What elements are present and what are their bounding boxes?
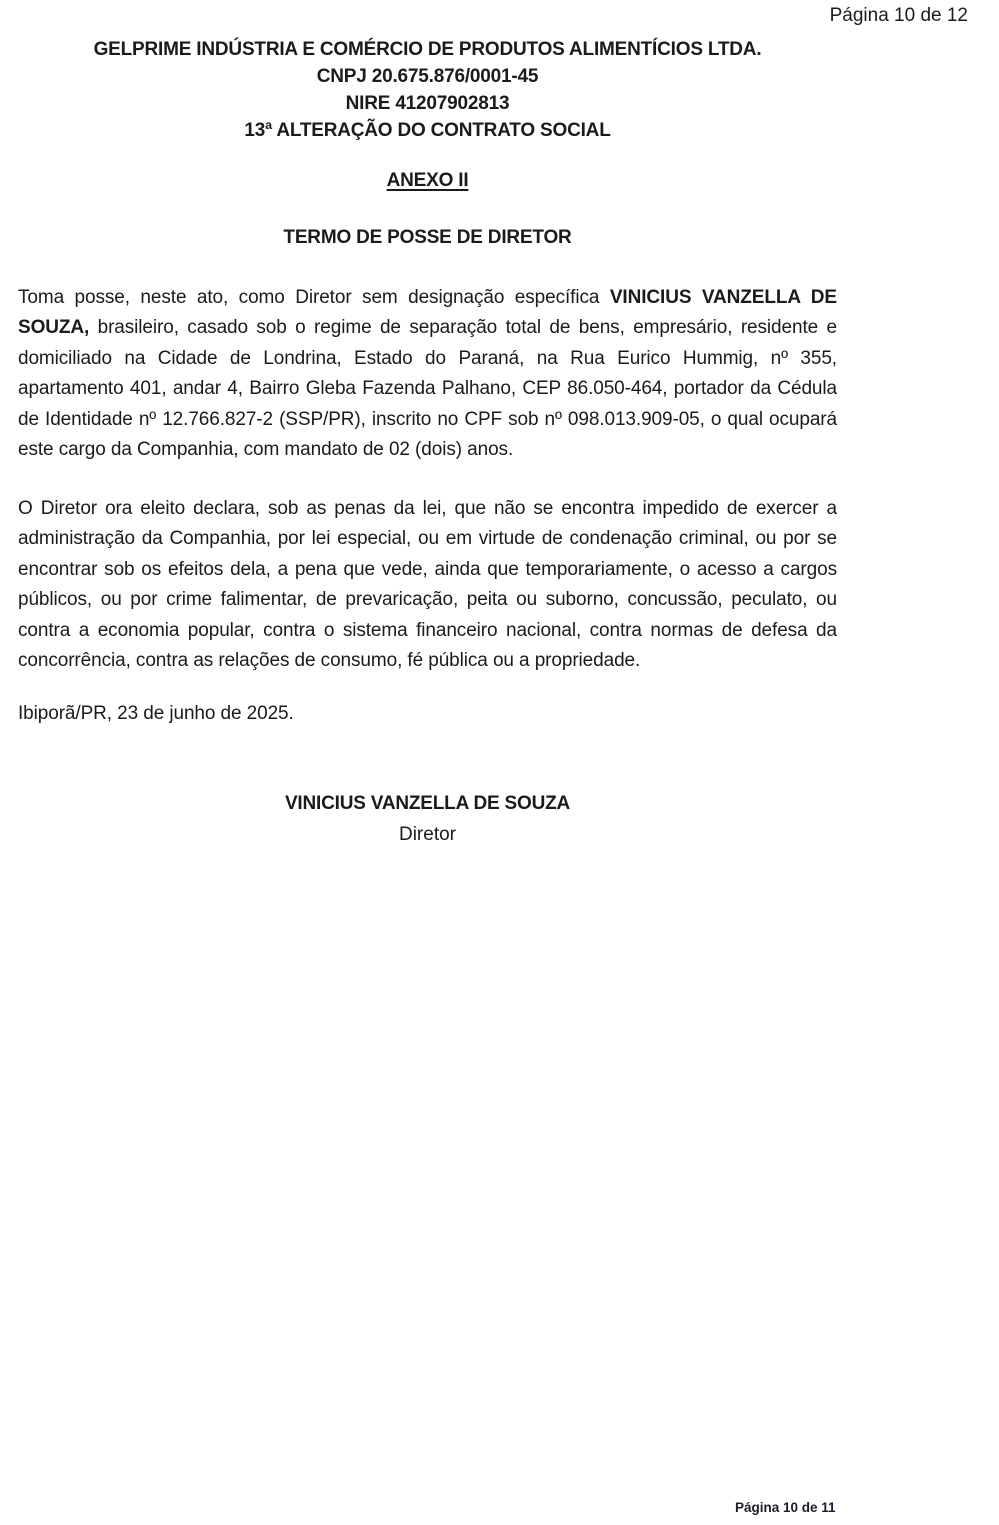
signature-block	[18, 793, 837, 846]
dateline: Ibiporã/PR, 23 de junho de 2025.	[18, 703, 294, 724]
document-header	[18, 36, 837, 144]
company-nire: NIRE 41207902813	[345, 93, 510, 114]
document-title: TERMO DE POSSE DE DIRETOR	[283, 227, 572, 248]
signature-name: VINICIUS VANZELLA DE SOUZA	[284, 793, 571, 814]
company-cnpj: CNPJ 20.675.876/0001-45	[316, 66, 539, 87]
paragraph1-before: Toma posse, neste ato, como Diretor sem designação específica	[18, 287, 610, 308]
amendment-title: 13ª ALTERAÇÃO DO CONTRATO SOCIAL	[244, 120, 611, 141]
paragraph1-after: brasileiro, casado sob o regime de separação total de bens, empresário, residente e domiciliado na Cidade de Londrina, Estado do Paraná, na Rua Eurico Hummig, nº 355, apartamento 401, andar 4, Bairro Gleba Fazenda Palhano, CEP 86.050-464, portador da Cédula de Identidade nº 12.766.827-2 (SSP/PR), inscrito no CPF sob nº 098.013.909-05, o qual ocupará este cargo da Companhia, com mandato de 02 (dois) anos.	[18, 317, 837, 461]
signature-role: Diretor	[398, 824, 456, 845]
company-name: GELPRIME INDÚSTRIA E COMÉRCIO DE PRODUTOS ALIMENTÍCIOS LTDA.	[93, 39, 762, 60]
annex-title	[18, 170, 837, 192]
paragraph-declaration: O Diretor ora eleito declara, sob as penas da lei, que não se encontra impedido de exercer a administração da Companhia, por lei especial, ou em virtude de condenação criminal, ou por se encontrar sob os efeitos dela, a pena que vede, ainda que temporariamente, o acesso a cargos públicos, ou por crime falimentar, de prevaricação, peita ou suborno, concussão, peculato, ou contra a economia popular, contra o sistema financeiro nacional, contra normas de defesa da concorrência, contra as relações de consumo, fé pública ou a propriedade.	[18, 498, 837, 672]
annex-title-text: ANEXO II	[386, 170, 469, 191]
page-annotation: Página 10 de 12	[829, 5, 968, 26]
footer-page-number: Página 10 de 11	[735, 1500, 836, 1515]
director-name-inline: VINICIUS VANZELLA DE SOUZA,	[18, 287, 837, 339]
paragraph-term-of-office	[18, 283, 837, 465]
